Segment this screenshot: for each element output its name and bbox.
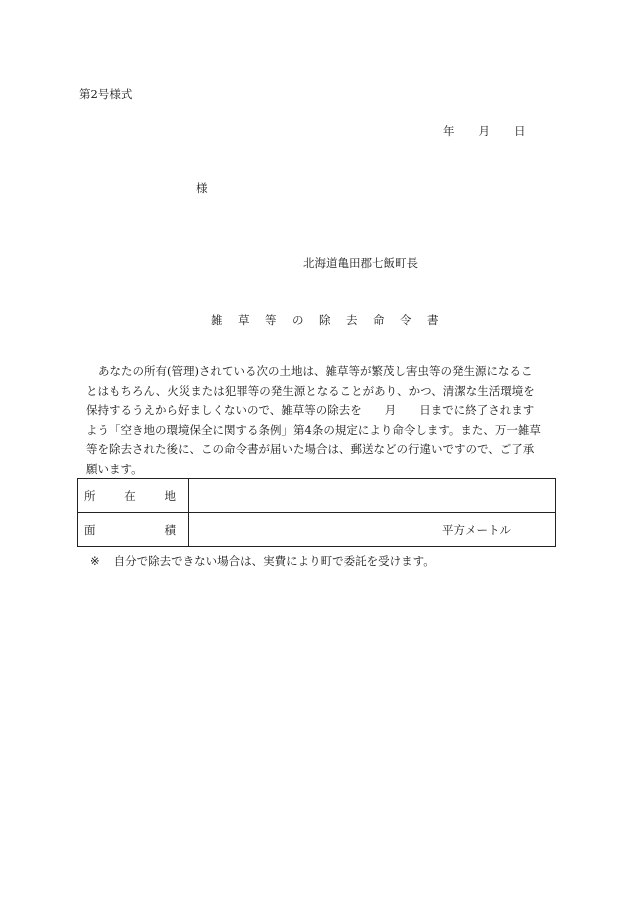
area-label-char: 面 <box>84 522 96 537</box>
land-info-table <box>77 478 556 547</box>
form-number: 第2号様式 <box>79 87 133 101</box>
recipient-honorific: 様 <box>196 181 208 195</box>
reference-mark: ※ <box>90 554 100 568</box>
body-line: 保持するうえから好ましくないので、雑草等の除去を 月 日までに終了されます <box>86 403 535 418</box>
location-row <box>78 479 556 513</box>
date-year-label: 年 <box>443 124 455 138</box>
area-label-cell <box>78 513 189 547</box>
body-line: あなたの所有(管理)されている次の土地は、雑草等が繁茂し害虫等の発生源になるこ <box>98 364 533 378</box>
date-line <box>443 123 526 139</box>
date-month-label: 月 <box>478 124 490 138</box>
location-label-cell <box>78 479 189 513</box>
footnote <box>90 553 435 569</box>
footnote-text: 自分で除去できない場合は、実費により町で委託を受けます。 <box>113 554 435 568</box>
location-label <box>84 488 176 504</box>
location-label-char: 所 <box>84 488 96 503</box>
area-row <box>78 513 556 547</box>
location-value-cell <box>189 479 556 513</box>
area-label <box>84 522 176 538</box>
body-line: とはもちろん、火災または犯罪等の発生源となることがあり、かつ、清潔な生活環境を <box>86 383 535 398</box>
date-day-label: 日 <box>514 124 526 138</box>
body-line: 願います。 <box>86 461 143 476</box>
area-value-cell <box>189 513 556 547</box>
body-line: 等を除去された後に、この命令書が届いた場合は、郵送などの行違いですので、ご了承 <box>86 442 535 457</box>
location-label-char: 地 <box>164 488 176 503</box>
document-title: 雑草等の除去命令書 <box>211 313 454 327</box>
body-line: よう「空き地の環境保全に関する条例」第4条の規定により命令します。また、万一雑草 <box>86 422 541 437</box>
issuer-name: 北海道亀田郡七飯町長 <box>303 256 418 270</box>
area-unit: 平方メートル <box>442 522 511 537</box>
area-label-char: 積 <box>164 522 176 537</box>
location-label-char: 在 <box>124 488 136 503</box>
body-paragraph <box>86 362 552 480</box>
